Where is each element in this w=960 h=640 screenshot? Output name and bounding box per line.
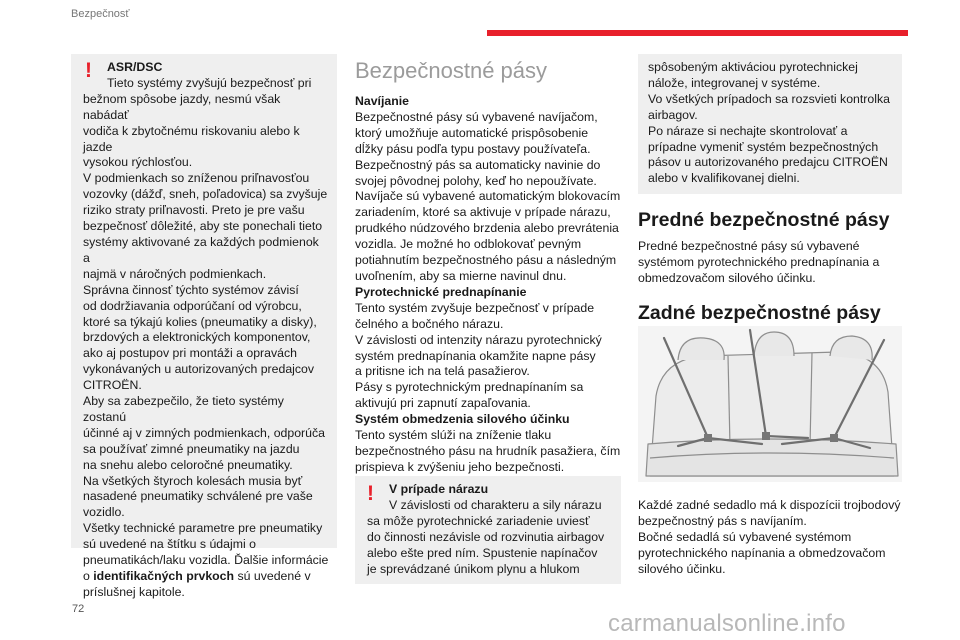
rear-belts-heading: Zadné bezpečnostné pásy — [638, 301, 881, 324]
crash-warning-first: V závislosti od charakteru a sily nárazu — [389, 497, 602, 512]
asr-dsc-line: vozovky (dážď, sneh, poľadovica) sa zvyšuje — [83, 187, 328, 202]
asr-dsc-warning-box — [71, 54, 337, 599]
asr-dsc-line: V podmienkach so zníženou priľnavosťou — [83, 171, 310, 186]
asr-dsc-line: bežnom spôsobe jazdy, nesmú však nabádať — [83, 91, 281, 122]
retraction-line: zariadením, ktoré sa aktivuje v prípade nárazu, — [355, 205, 611, 220]
crash-warning-continued-box — [638, 54, 902, 194]
pretension-line: čelného a bočného nárazu. — [355, 316, 504, 331]
asr-dsc-line: účinné aj v zimných podmienkach, odporúča — [83, 425, 325, 440]
retraction-line: dĺžky pásu podľa typu postavy používateľa. — [355, 141, 591, 156]
crash-warning-continued-line: spôsobeným aktiváciou pyrotechnickej — [648, 60, 858, 74]
force-limiter-title: Systém obmedzenia silového účinku — [355, 412, 570, 427]
seatbelts-column — [355, 58, 623, 476]
asr-dsc-line: Všetky technické parametre pre pneumatiky — [83, 521, 323, 536]
pretension-line: Pásy s pyrotechnickým prednapínaním sa — [355, 380, 584, 395]
retraction-line: potiahnutím bezpečnostného pásu a následným — [355, 253, 617, 268]
asr-dsc-last-line: príslušnej kapitole. — [83, 584, 185, 599]
front-belts-line: obmedzovačom silového účinku. — [638, 270, 816, 285]
page-title: Bezpečnostné pásy — [355, 58, 548, 83]
asr-dsc-line: pneumatikách/laku vozidla. Ďalšie informácie — [83, 553, 329, 568]
pretension-line: V závislosti od intenzity nárazu pyrotechnický — [355, 332, 602, 347]
retraction-line: Bezpečnostný pás sa automaticky navinie do — [355, 157, 601, 172]
header-accent-bar — [487, 30, 908, 36]
pretension-line: Tento systém zvyšuje bezpečnosť v prípade — [355, 300, 595, 315]
rear-belts-line: Bočné sedadlá sú vybavené systémom — [638, 529, 852, 544]
crash-warning-continued-line: Vo všetkých prípadoch sa rozsvieti kontrolka — [648, 91, 890, 106]
asr-dsc-line: sa používať zimné pneumatiky na jazdu — [83, 441, 300, 456]
crash-warning-continued-line: airbagov. — [648, 107, 698, 122]
crash-warning-line: sa môže pyrotechnické zariadenie uviesť — [367, 513, 590, 528]
crash-warning-continued-line: nálože, integrovanej v systéme. — [648, 75, 821, 90]
force-limiter-line: bezpečnostného pásu na hrudník pasažiera, čím — [355, 443, 621, 458]
crash-warning-title: V prípade nárazu — [389, 482, 489, 496]
front-belts-line: systémom pyrotechnického prednapínania a — [638, 254, 880, 269]
asr-dsc-line: ktoré sa týkajú kolies (pneumatiky a disky), — [83, 314, 317, 329]
asr-dsc-line: vodiča k zbytočnému riskovaniu alebo k jazde — [83, 123, 300, 154]
warning-exclamation-icon: ! — [85, 59, 92, 82]
crash-warning-box — [355, 476, 621, 584]
retraction-line: vozidla. Je možné ho odblokovať pevným — [355, 237, 582, 252]
asr-dsc-line: najmä v náročných podmienkach. — [83, 266, 267, 281]
crash-warning-line: je sprevádzané únikom plynu a hlukom — [367, 561, 580, 576]
crash-warning-continued-line: prípadne vymeniť systém bezpečnostných — [648, 139, 879, 154]
crash-warning-continued-line: pásov u autorizovaného predajcu CITROËN — [648, 155, 888, 170]
asr-dsc-line: Správna činnosť týchto systémov závisí — [83, 282, 299, 297]
retraction-line: Bezpečnostné pásy sú vybavené navíjačom, — [355, 109, 598, 124]
rear-belts-body — [638, 498, 908, 578]
front-belts-body — [638, 239, 908, 287]
retraction-line: prudkého núdzového brzdenia alebo prevrátenia — [355, 221, 619, 236]
asr-dsc-body — [83, 92, 329, 569]
retraction-line: uvoľnením, aby sa mierne navinul dnu. — [355, 268, 567, 283]
asr-dsc-line-identification: o identifikačných prvkoch sú uvedené v — [83, 569, 311, 583]
asr-dsc-line: vozidlo. — [83, 505, 125, 520]
header-section-title: Bezpečnosť — [71, 8, 130, 20]
rear-seat-belts-drawing — [638, 326, 902, 482]
pretension-body — [355, 301, 623, 412]
page-number: 72 — [72, 603, 85, 615]
retraction-body — [355, 110, 623, 285]
crash-warning-continued-line: Po náraze si nechajte skontrolovať a — [648, 123, 848, 138]
asr-dsc-line: brzdových a elektronických komponentov, — [83, 330, 311, 345]
asr-dsc-line: nasadené pneumatiky schválené pre vaše — [83, 489, 313, 504]
asr-dsc-line: na snehu alebo celoročné pneumatiky. — [83, 457, 293, 472]
rear-belts-line: bezpečnostný pás s navíjaním. — [638, 513, 807, 528]
asr-dsc-first-line: Tieto systémy zvyšujú bezpečnosť pri — [107, 75, 312, 90]
retraction-line: svojej pôvodnej polohy, keď ho nepoužívate. — [355, 173, 597, 188]
asr-dsc-line: CITROËN. — [83, 378, 142, 393]
pretension-line: aktivujú pri zapnutí zapaľovania. — [355, 396, 531, 411]
rear-belts-line: silového účinku. — [638, 561, 726, 576]
asr-dsc-line: sú uvedené na štítku s údajmi o — [83, 537, 256, 552]
crash-warning-continued-body — [648, 60, 894, 187]
asr-dsc-title: ASR/DSC — [107, 60, 163, 74]
crash-warning-line: do činnosti nezávisle od rozvinutia airbagov — [367, 529, 605, 544]
asr-dsc-line: bezpečnosť dôležité, aby ste ponechali tieto — [83, 219, 323, 234]
retraction-line: ktorý umožňuje automatické prispôsobenie — [355, 125, 589, 140]
identification-bold: identifikačných prvkoch — [93, 569, 235, 583]
pretension-line: systém prednapínania okamžite napne pásy — [355, 348, 596, 363]
pretension-line: a pritisne ich na telá pasažierov. — [355, 364, 530, 379]
front-belts-line: Predné bezpečnostné pásy sú vybavené — [638, 239, 860, 253]
crash-warning-line: alebo ešte pred ním. Spustenie napínačov — [367, 545, 598, 560]
rear-belts-line: pyrotechnického napínania a obmedzovačom — [638, 545, 886, 560]
asr-dsc-line: riziko straty priľnavosti. Preto je pre vašu — [83, 203, 305, 218]
asr-dsc-line: od dodržiavania odporúčaní od výrobcu, — [83, 298, 302, 313]
force-limiter-line: prispieva k zvýšeniu jeho bezpečnosti. — [355, 459, 565, 474]
crash-warning-continued-line: alebo v kvalifikovanej dielni. — [648, 171, 800, 186]
rear-belts-section — [638, 498, 908, 578]
pretension-title: Pyrotechnické prednapínanie — [355, 284, 527, 299]
asr-dsc-line: systémy aktivované za každých podmienok a — [83, 234, 319, 265]
retraction-line: Navíjače sú vybavené automatickým blokovacím — [355, 189, 621, 204]
watermark: carmanualsonline.info — [608, 610, 846, 637]
asr-dsc-line: ako aj postupov pri montáži a opravách — [83, 346, 297, 361]
force-limiter-body — [355, 428, 623, 476]
asr-dsc-line: vykonávaných u autorizovaných predajcov — [83, 362, 315, 377]
asr-dsc-line: Na všetkých štyroch kolesách musia byť — [83, 473, 303, 488]
rear-seat-belts-illustration — [638, 326, 902, 482]
front-belts-heading: Predné bezpečnostné pásy — [638, 209, 890, 231]
rear-belts-line: Každé zadné sedadlo má k dispozícii trojbodový — [638, 498, 901, 512]
force-limiter-line: Tento systém slúži na zníženie tlaku — [355, 428, 552, 443]
asr-dsc-line: Aby sa zabezpečilo, že tieto systémy zostanú — [83, 394, 284, 424]
front-belts-section — [638, 208, 908, 325]
warning-exclamation-icon: ! — [367, 482, 374, 505]
crash-warning-body — [367, 514, 613, 578]
retraction-title: Navíjanie — [355, 94, 409, 108]
asr-dsc-line: vysokou rýchlosťou. — [83, 155, 193, 170]
